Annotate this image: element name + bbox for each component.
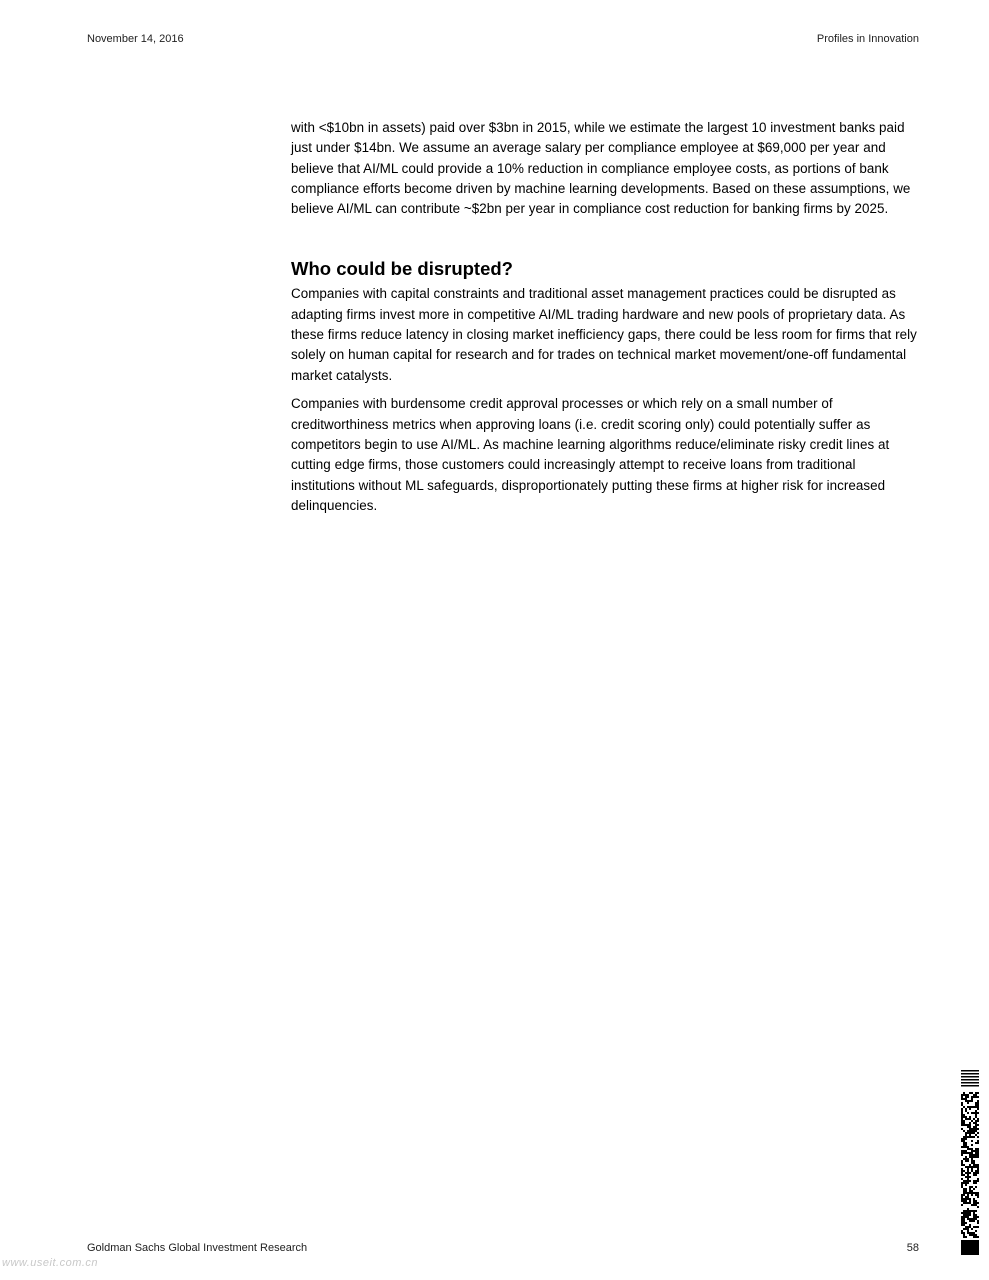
- body-paragraph: Companies with burdensome credit approval processes or which rely on a small number of creditworthiness metrics when approving loans (i.e. credit scoring only) could potentially suffer as competitors begin to use AI/ML. As machine learning algorithms reduce/eliminate risky credit lines at cutting edge firms, those customers could increasingly attempt to receive loans from traditional institutions without ML safeguards, disproportionately putting these firms at higher risk for increased delinquencies.: [291, 396, 890, 513]
- footer-publisher: Goldman Sachs Global Investment Research: [87, 1242, 308, 1254]
- barcode-icon: [961, 1070, 979, 1255]
- body-paragraph: Companies with capital constraints and traditional asset management practices could be disrupted as adapting firms invest more in competitive AI/ML trading hardware and new pools of proprietary data. As these firms reduce latency in closing market inefficiency gaps, there could be less room for firms that rely solely on human capital for research and for trades on technical market movement/one-off fundamental market catalysts.: [291, 286, 917, 383]
- header-date: November 14, 2016: [87, 33, 184, 45]
- watermark-text: www.useit.com.cn: [2, 1257, 99, 1269]
- main-content: [291, 118, 923, 525]
- body-paragraph: with <$10bn in assets) paid over $3bn in 2015, while we estimate the largest 10 investment banks paid just under $14bn. We assume an average salary per compliance employee at $69,000 per year and believe that AI/ML could provide a 10% reduction in compliance employee costs, as portions of bank compliance efforts become driven by machine learning developments. Based on these assumptions, we believe AI/ML can contribute ~$2bn per year in compliance cost reduction for banking firms by 2025.: [291, 120, 911, 217]
- header-series-title: Profiles in Innovation: [816, 33, 919, 45]
- page-number: 58: [906, 1242, 919, 1254]
- section-heading: Who could be disrupted?: [291, 258, 513, 280]
